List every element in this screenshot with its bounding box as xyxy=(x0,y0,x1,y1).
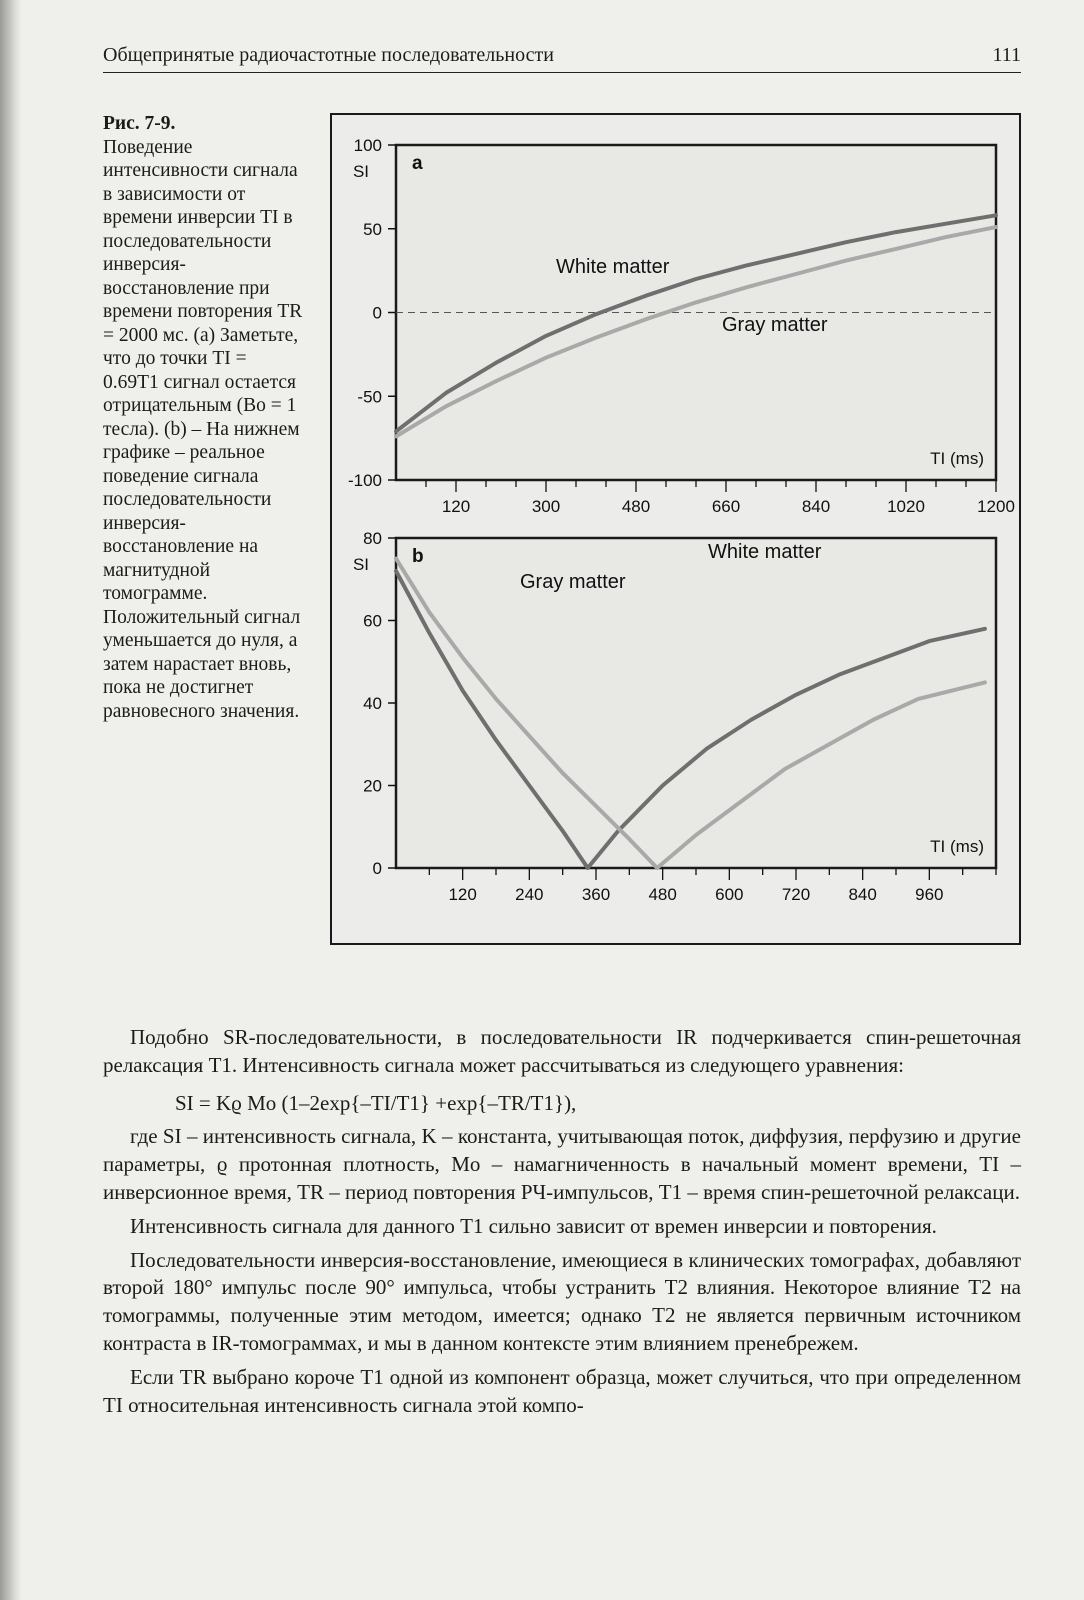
running-header xyxy=(103,44,1021,73)
figure-label: Рис. 7-9. xyxy=(103,113,176,134)
y-tick-label: -50 xyxy=(357,387,382,407)
x-tick-label: 720 xyxy=(781,885,811,904)
x-tick-label: 240 xyxy=(515,885,544,904)
signal-equation: SI = Kϱ Mo (1–2exp{–TI/T1} +exp{–TR/T1}), xyxy=(175,1090,577,1115)
paragraph: Если TR выбрано короче T1 одной из компонент образца, может случиться, что при определенном TI относительная интенсивность сигнала этой компо- xyxy=(103,1364,1021,1417)
x-tick-label: 600 xyxy=(715,885,744,904)
paragraph: Последовательности инверсия-восстановление, имеющиеся в клинических томографах, добавляют второй 180° импульс после 90° импульса, чтобы устранить T2 влияния. Некоторое влияние T2 на томограммы, полученные этим методом, имеется; однако T2 не является первичным источником контраста в IR-томограммах, и мы в данном контексте этим влиянием пренебрежем. xyxy=(103,1247,1021,1355)
x-tick-label: 120 xyxy=(441,497,471,516)
y-tick-label: 20 xyxy=(363,776,382,796)
series-label-gray-matter: Gray matter xyxy=(722,314,828,336)
y-tick-label: 80 xyxy=(363,529,382,548)
running-title: Общепринятые радиочастотные последовательности xyxy=(103,44,554,66)
x-tick-label: 480 xyxy=(621,497,651,516)
x-tick-label: 1200 xyxy=(977,497,1015,516)
x-tick-label: 960 xyxy=(915,885,944,904)
y-tick-label: 0 xyxy=(372,859,382,878)
x-tick-label: 660 xyxy=(711,497,741,516)
book-spine-shadow xyxy=(0,0,22,1600)
x-axis-label: TI (ms) xyxy=(930,449,984,468)
panel-label-b: b xyxy=(412,546,424,567)
x-tick-label: 480 xyxy=(648,885,677,904)
y-tick-label: 0 xyxy=(372,303,382,323)
figure-7-9 xyxy=(330,113,1021,945)
x-tick-label: 300 xyxy=(531,497,561,516)
page-number: 111 xyxy=(992,44,1021,66)
y-axis-label: SI xyxy=(352,555,370,574)
figure-caption xyxy=(103,112,303,723)
x-tick-label: 120 xyxy=(448,885,477,904)
x-axis-label: TI (ms) xyxy=(930,837,984,856)
series-label-gray-matter: Gray matter xyxy=(520,571,626,593)
body-text xyxy=(103,1024,1021,1425)
y-axis-label: SI xyxy=(352,162,370,181)
paragraph: где SI – интенсивность сигнала, K – константа, учитывающая поток, диффузия, перфузию и другие параметры, ϱ протонная плотность, Mo – намагниченность в начальный момент времени, TI – инверсионное время, TR – период повторения РЧ-импульсов, T1 – время спин-решеточной релаксаци. xyxy=(103,1124,1021,1204)
x-tick-label: 840 xyxy=(848,885,877,904)
figure-charts xyxy=(332,115,1019,943)
figure-caption-text: Поведение интенсивности сигнала в зависимости от времени инверсии TI в последовательности инверсия-восстановление при времени повторения TR = 2000 мс. (a) Заметьте, что до точки TI = 0.69T1 сигнал остается отрицательным (Bo = 1 тесла). (b) – На нижнем графике – реальное поведение сигнала последовательности инверсия-восстановление на магнитудной томограмме. Положительный сигнал уменьшается до нуля, а затем нарастает вновь, пока не достигнет равновесного значения. xyxy=(103,136,303,722)
x-tick-label: 840 xyxy=(801,497,831,516)
y-tick-label: 100 xyxy=(353,136,382,155)
x-tick-label: 1020 xyxy=(887,497,925,516)
paragraph: Подобно SR-последовательности, в последовательности IR подчеркивается спин-решеточная релаксация T1. Интенсивность сигнала может рассчитываться из следующего уравнения: xyxy=(103,1025,1021,1077)
paragraph: Интенсивность сигнала для данного T1 сильно зависит от времен инверсии и повторения. xyxy=(130,1213,937,1238)
x-tick-label: 360 xyxy=(581,885,611,904)
y-tick-label: -100 xyxy=(347,471,382,490)
y-tick-label: 50 xyxy=(363,219,382,239)
y-tick-label: 60 xyxy=(363,611,382,631)
panel-label-a: a xyxy=(412,153,423,174)
y-tick-label: 40 xyxy=(363,694,382,713)
series-label-white-matter: White matter xyxy=(708,541,822,563)
series-label-white-matter: White matter xyxy=(556,256,670,278)
